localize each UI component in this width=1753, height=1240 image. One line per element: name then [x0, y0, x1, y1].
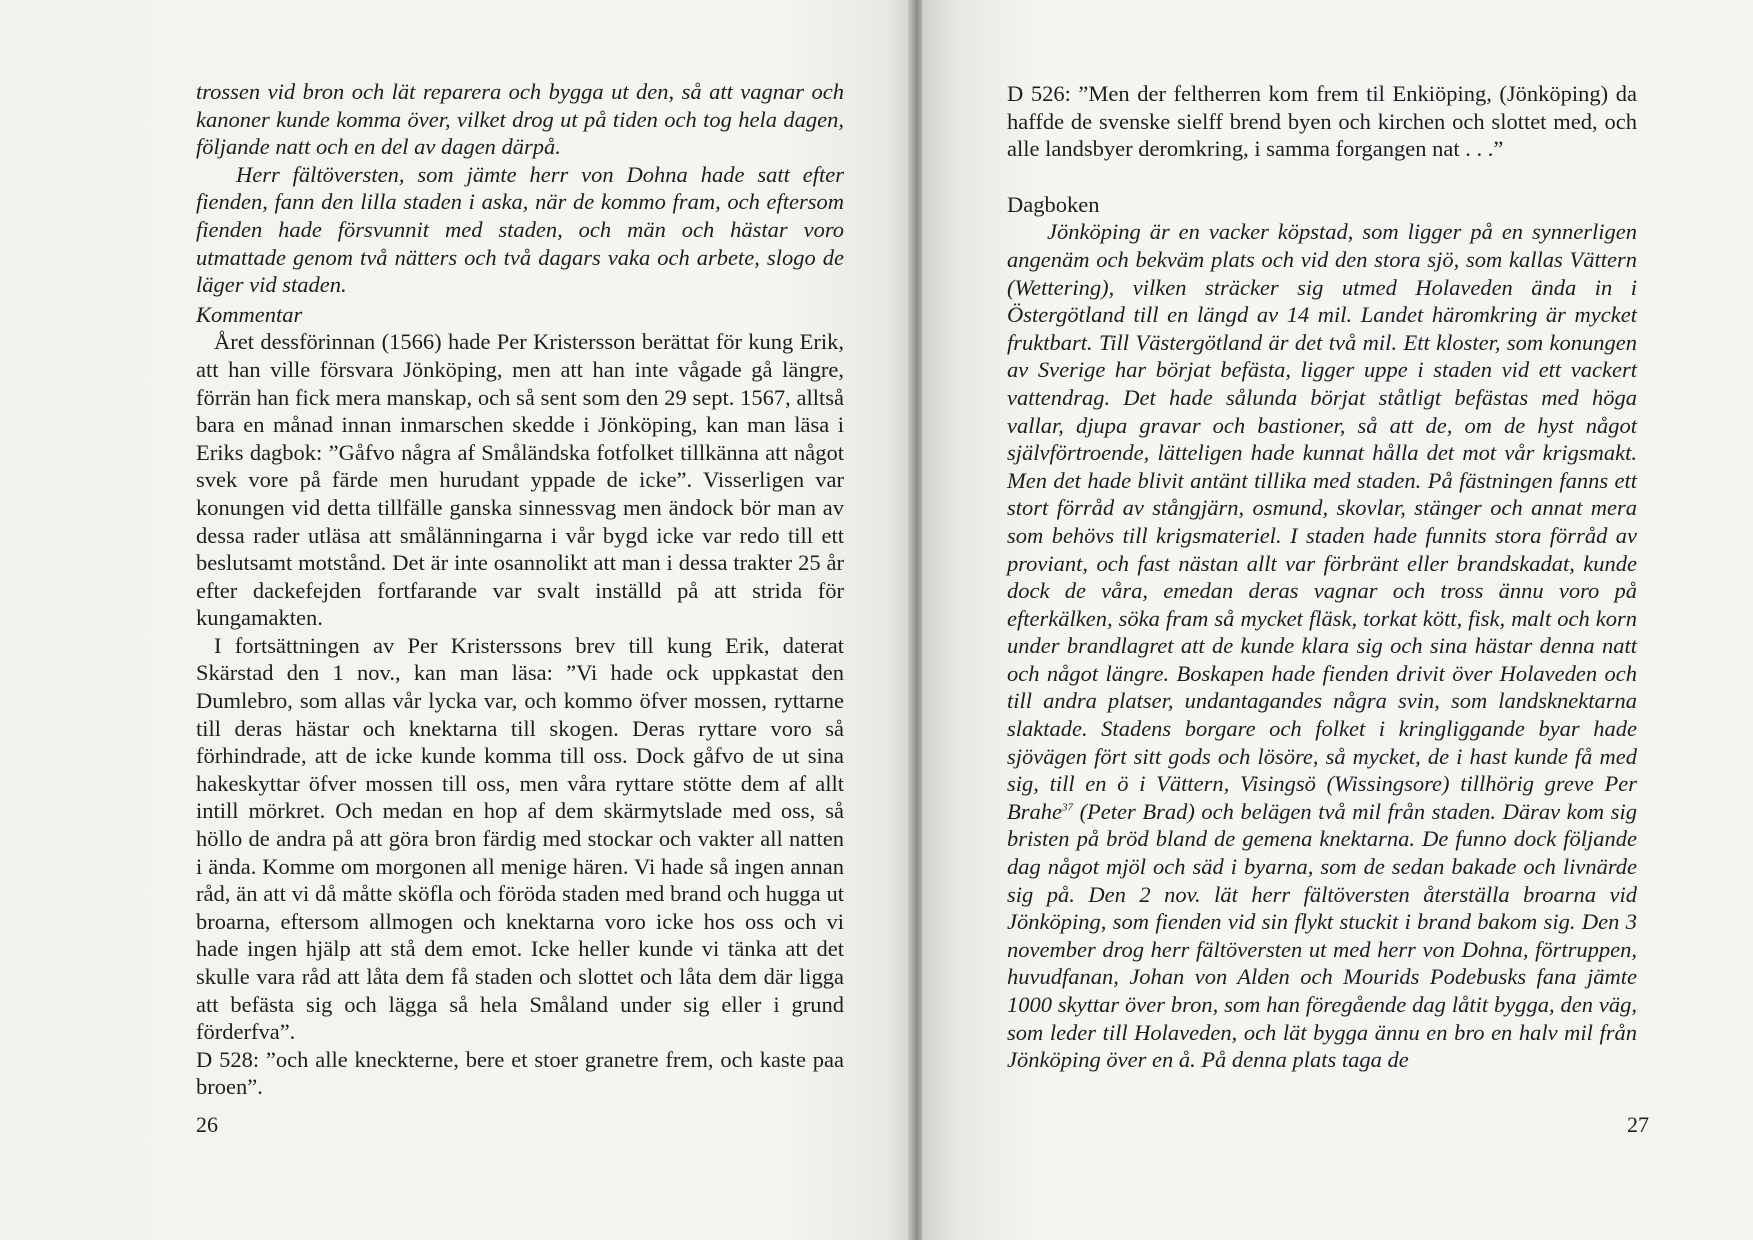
left-page-text: [196, 78, 844, 1101]
left-paragraph-2: I fortsättningen av Per Kristerssons brev till kung Erik, daterat Skärstad den 1 nov., kan man läsa: ”Vi hade ock uppkastat den Dumlebro, som allas vår lycka var, och kommo öfver mossen, ryttarne till deras hästar och knektarna till skogen. Deras ryttare voro så förhindrade, att de icke kunde komma till oss. Dock gåfvo de ut sina hakeskyttar öfver mossen till oss, men våra ryttare stötte dem af allt intill mörkret. Och medan en hop af dem skärmytslade med oss, så höllo de andra på att göra bron färdig med stockar och vakter all natten i ända. Komme om morgonen all menige hären. Vi hade så ingen annan råd, än att vi då måtte sköfla och föröda staden med brand och hugga ut broarna, eftersom allmogen och knektarna voro icke hos oss och vi hade ingen hjälp att stå dem emot. Icke heller kunde vi tänka att det skulle vara råd att låta dem få staden och slottet och låta dem där ligga att befästa sig och lägga så hela Småland under sig eller i grund förderfva”.: [196, 632, 844, 1045]
right-italic-part-1: Jönköping är en vacker köpstad, som ligger på en synnerligen angenäm och bekväm plats och vid den stora sjö, som kallas Vättern (Wettering), vilken sträcker sig utmed Holaveden ända in i Östergötland till en längd av 14 mil. Landet häromkring är mycket fruktbart. Till Västergötland är det två mil. Ett kloster, som konungen av Sverige har börjat befästa, ligger uppe i staden vid ett vackert vattendrag. Det hade sålunda börjat ståtligt befästas med höga vallar, djupa gravar och bastioner, så att de, om de hyst något självförtroende, lätteligen hade kunnat hålla det mot vår krigsmakt. Men det hade blivit antänt tillika med staden. På fästningen fanns ett stort förråd av stångjärn, osmund, skovlar, stänger och annat mera som behövs till krigsmateriel. I staden hade funnits stora förråd av proviant, och fast nästan allt var förbränt eller brandskadat, kunde dock de våra, emedan deras vagnar och tross ännu voro på efterkälken, söka fram så mycket fläsk, torkat kött, fisk, malt och korn under brandlagret att de kunde klara sig och sina hästar denna natt och något längre. Boskapen hade fienden drivit över Holaveden och till andra platser, undantagandes några svin, som landsknektarna slaktade. Stadens borgare och folket i kringliggande byar hade sjövägen fört sitt gods och lösöre, så mycket, de i hast kunde få med sig, till en ö i Vättern, Visingsö (Wissingsore) tillhörig greve Per Brahe: [1007, 219, 1637, 824]
footnote-ref: 37: [1062, 801, 1073, 814]
right-italic-part-2: (Peter Brad) och belägen två mil från staden. Därav kom sig bristen på bröd bland de gemena knektarna. De funno dock följande dag något mjöl och säd i byarna, som de sedan bakade och livnärde sig på. Den 2 nov. lät herr fältöversten återställa broarna vid Jönköping, som fienden vid sin flykt stuckit i brand bakom sig. Den 3 november drog herr fältöversten ut med herr von Dohna, förtruppen, huvudfanan, Johan von Alden och Mourids Podebusks fana jämte 1000 skyttar över bron, som han föregående dag låtit bygga, den väg, som leder till Holaveden, och lät bygga ännu en bro en halv mil från Jönköping över en å. På denna plats taga de: [1007, 798, 1637, 1073]
right-page-text: [1007, 80, 1637, 1074]
page-number-left: 26: [196, 1112, 218, 1137]
page-number-right: 27: [1627, 1112, 1649, 1137]
right-page: [922, 0, 1753, 1240]
left-paragraph-3: D 528: ”och alle kneckterne, bere et stoer granetre frem, och kaste paa broen”.: [196, 1046, 844, 1100]
dagboken-heading: Dagboken: [1007, 191, 1100, 217]
left-italic-paragraph-2: Herr fältöversten, som jämte herr von Dohna hade satt efter fienden, fann den lilla staden i aska, när de kommo fram, och eftersom fienden hade försvunnit med staden, och män och hästar voro utmattade genom två nätters och två dagars vaka och arbete, slogo de läger vid staden.: [196, 161, 844, 298]
left-paragraph-1: Året dessförinnan (1566) hade Per Kristersson berättat för kung Erik, att han ville försvara Jönköping, men att han inte vågade gå längre, förrän han fick mera manskap, och så sent som den 29 sept. 1567, alltså bara en månad innan inmarschen skedde i Jönköping, kan man läsa i Eriks dagbok: ”Gåfvo några af Småländska fotfolket tillkänna att något svek vore på färde men hurudant yppade de icke”. Visserligen var konungen vid detta tillfälle ganska sinnessvag men ändock bör man av dessa rader utläsa att smålänningarna i vår bygd icke var redo till ett beslutsamt motstånd. Det är inte osannolikt att man i dessa trakter 25 år efter dackefejden fortfarande var svalt inställd på att strida för kungamakten.: [196, 329, 844, 631]
right-italic-paragraph: [1007, 218, 1637, 1073]
left-italic-paragraph-1: trossen vid bron och lät reparera och bygga ut den, så att vagnar och kanoner kunde komma över, vilket drog ut på tiden och tog hela dagen, följande natt och en del av dagen därpå.: [196, 79, 844, 160]
right-paragraph-1: D 526: ”Men der feltherren kom frem til Enkiöping, (Jönköping) da haffde de svenske sielff brend byen och kirchen och slottet med, och alle landsbyer deromkring, i samma forgangen nat . . .”: [1007, 81, 1637, 162]
kommentar-heading: Kommentar: [196, 301, 303, 327]
